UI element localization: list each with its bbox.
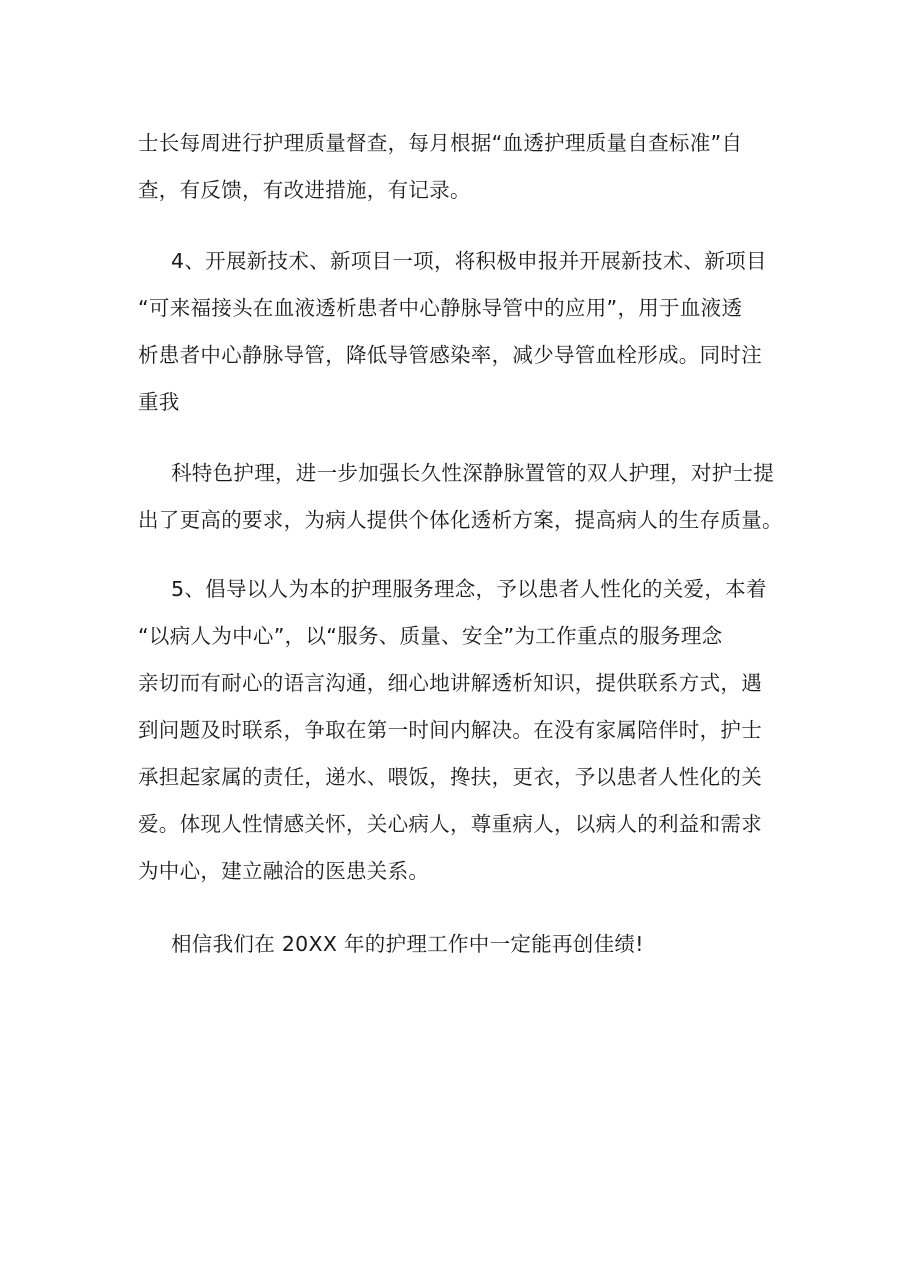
paragraph-special-care (138, 450, 783, 544)
paragraph-quality-check (138, 120, 778, 214)
paragraph-closing (138, 921, 778, 968)
text-line: 4、开展新技术、新项目一项，将积极申报并开展新技术、新项目 (171, 249, 767, 273)
text-line: 到问题及时联系，争取在第一时间内解决。在没有家属陪伴时，护士 (138, 718, 762, 742)
text-line: 5、倡导以人为本的护理服务理念，予以患者人性化的关爱，本着 (171, 577, 767, 601)
text-line: 为中心，建立融洽的医患关系。 (138, 859, 430, 883)
paragraph-service-concept (138, 566, 778, 895)
text-line: 出了更高的要求，为病人提供个体化透析方案，提高病人的生存质量。 (138, 508, 783, 532)
text-line: “可来福接头在血液透析患者中心静脉导管中的应用”，用于血液透 (138, 296, 743, 320)
text-line: 爱。体现人性情感关怀，关心病人，尊重病人，以病人的利益和需求 (138, 812, 762, 836)
text-line: “以病人为中心”，以“服务、质量、安全”为工作重点的服务理念 (138, 624, 723, 648)
text-line: 重我 (138, 390, 180, 414)
text-line: 承担起家属的责任，递水、喂饭，搀扶，更衣，予以患者人性化的关 (138, 765, 762, 789)
paragraph-new-technology (138, 238, 778, 426)
text-line: 相信我们在 20XX 年的护理工作中一定能再创佳绩! (171, 932, 644, 956)
text-line: 士长每周进行护理质量督查，每月根据“血透护理质量自查标准”自 (138, 131, 743, 155)
text-line: 查，有反馈，有改进措施，有记录。 (138, 178, 471, 202)
text-line: 析患者中心静脉导管，降低导管感染率，减少导管血栓形成。同时注 (138, 343, 762, 367)
text-line: 科特色护理，进一步加强长久性深静脉置管的双人护理，对护士提 (171, 461, 775, 485)
text-line: 亲切而有耐心的语言沟通，细心地讲解透析知识，提供联系方式，遇 (138, 671, 762, 695)
